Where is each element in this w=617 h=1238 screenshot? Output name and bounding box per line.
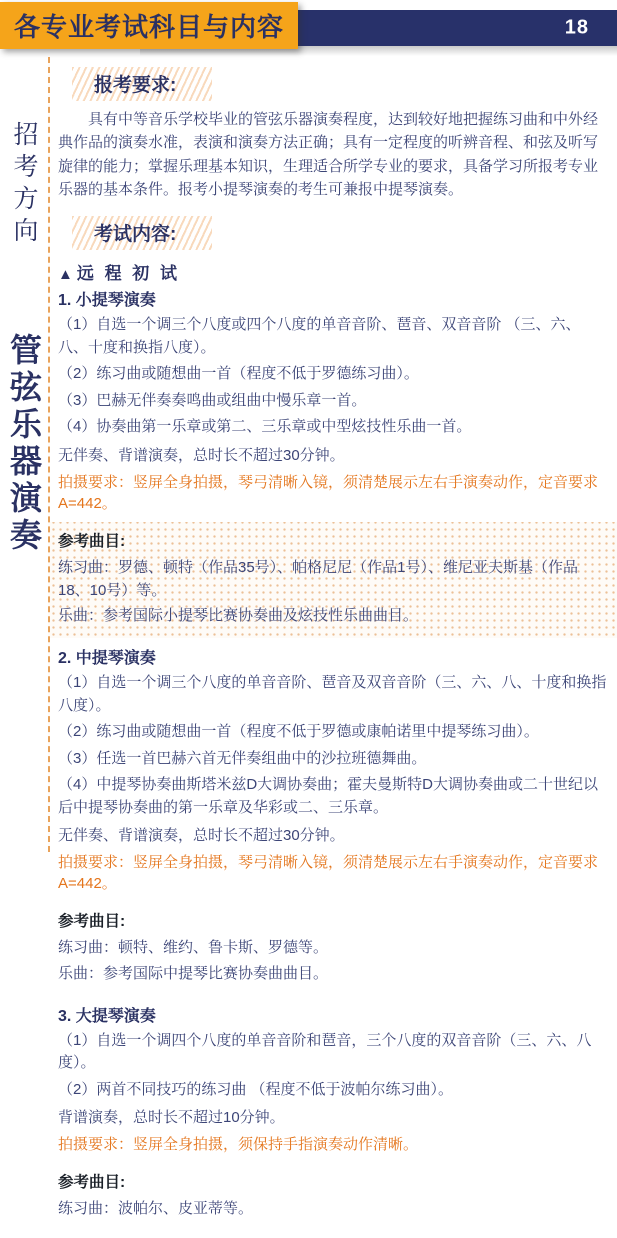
violin-item-4: （4）协奏曲第一乐章或第二、三乐章或中型炫技性乐曲一首。 (58, 418, 472, 435)
viola-reference-pieces: 乐曲：参考国际中提琴比赛协奏曲曲目。 (58, 964, 329, 982)
cello-filming-requirements: 拍摄要求：竖屏全身拍摄，须保持手指演奏动作清晰。 (58, 1136, 419, 1154)
main-content (48, 57, 617, 1218)
viola-reference-heading: 参考曲目: (58, 913, 126, 931)
exam-stage-line (58, 259, 609, 284)
bottom-margin (50, 1232, 617, 1238)
violin-filming-requirements: 拍摄要求：竖屏全身拍摄，琴弓清晰入镜，须清楚展示左右手演奏动作，定音要求A=442。 (58, 473, 599, 512)
violin-reference-pieces: 乐曲：参考国际小提琴比赛协奏曲及炫技性乐曲曲目。 (58, 607, 419, 624)
violin-item-1: （1）自选一个调三个八度或四个八度的单音音阶、琶音、双音音阶 （三、六、八、十度和换指八度）。 (58, 316, 581, 356)
instrument-title-cello: 3. 大提琴演奏 (58, 1007, 156, 1025)
viola-item-4: （4）中提琴协奏曲斯塔米兹D大调协奏曲；霍夫曼斯特D大调协奏曲或二十世纪以后中提琴协奏曲的第一乐章及华彩或二、三乐章。 (58, 776, 599, 816)
cello-reference-block (50, 1163, 617, 1231)
section-cello (50, 996, 617, 1164)
page-title-banner (0, 2, 298, 49)
page-header (0, 0, 617, 57)
violin-item-2: （2）练习曲或随想曲一首（程度不低于罗德练习曲）。 (58, 365, 419, 382)
exam-stage-label: 远 程 初 试 (76, 264, 181, 283)
viola-filming-requirements: 拍摄要求：竖屏全身拍摄，琴弓清晰入镜，须清楚展示左右手演奏动作，定音要求A=442。 (58, 854, 599, 893)
cello-reference-etudes: 练习曲：波帕尔、皮亚蒂等。 (58, 1200, 254, 1218)
violin-reference-heading: 参考曲目: (58, 532, 126, 550)
section-viola (50, 638, 617, 902)
requirements-body: 具有中等音乐学校毕业的管弦乐器演奏程度，达到较好地把握练习曲和中外经典作品的演奏水准，表演和演奏方法正确；具有一定程度的听辨音程、和弦及听写旋律的能力；掌握乐理基本知识，生理适合所学专业的要求，具备学习所报考专业乐器的基本条件。报考小提琴演奏的考生可兼报中提琴演奏。 (58, 111, 599, 198)
violin-performance-note: 无伴奏、背谱演奏，总时长不超过30分钟。 (58, 446, 345, 464)
viola-performance-note: 无伴奏、背谱演奏，总时长不超过30分钟。 (58, 827, 345, 845)
exam-content-heading: 考试内容: (72, 216, 212, 250)
cello-item-1: （1）自选一个调四个八度的单音音阶和琶音，三个八度的双音音阶（三、六、八度）。 (58, 1031, 592, 1072)
section-requirements-and-violin (50, 57, 617, 522)
sidebar (0, 57, 48, 852)
triangle-icon: ▲ (58, 266, 73, 283)
viola-item-1: （1）自选一个调三个八度的单音音阶、琶音及双音音阶（三、六、八、十度和换指八度）。 (58, 674, 607, 714)
violin-item-3: （3）巴赫无伴奏奏鸣曲或组曲中慢乐章一首。 (58, 391, 367, 409)
sidebar-major-label: 管弦乐器演奏 (6, 333, 42, 555)
requirements-heading: 报考要求: (72, 67, 212, 101)
page-title: 各专业考试科目与内容 (13, 12, 284, 42)
viola-item-3: （3）任选一首巴赫六首无伴奏组曲中的沙拉班德舞曲。 (58, 749, 427, 767)
viola-reference-etudes: 练习曲：顿特、维约、鲁卡斯、罗德等。 (58, 939, 329, 957)
sidebar-direction-label: 招考方向 (10, 121, 38, 249)
cello-reference-heading: 参考曲目: (58, 1174, 126, 1192)
instrument-title-violin: 1. 小提琴演奏 (58, 292, 156, 309)
page-number: 18 (564, 16, 589, 39)
violin-reference-block (50, 522, 617, 639)
cello-item-2: （2）两首不同技巧的练习曲 （程度不低于波帕尔练习曲）。 (58, 1080, 454, 1098)
page-body (0, 57, 617, 1218)
viola-item-2: （2）练习曲或随想曲一首（程度不低于罗德或康帕诺里中提琴练习曲）。 (58, 723, 539, 741)
cello-performance-note: 背谱演奏，总时长不超过10分钟。 (58, 1109, 285, 1127)
viola-reference-block (50, 902, 617, 996)
violin-reference-etudes: 练习曲：罗德、顿特（作品35号）、帕格尼尼（作品1号）、维尼亚夫斯基（作品18、10号）等。 (58, 558, 579, 599)
instrument-title-viola: 2. 中提琴演奏 (58, 650, 156, 668)
